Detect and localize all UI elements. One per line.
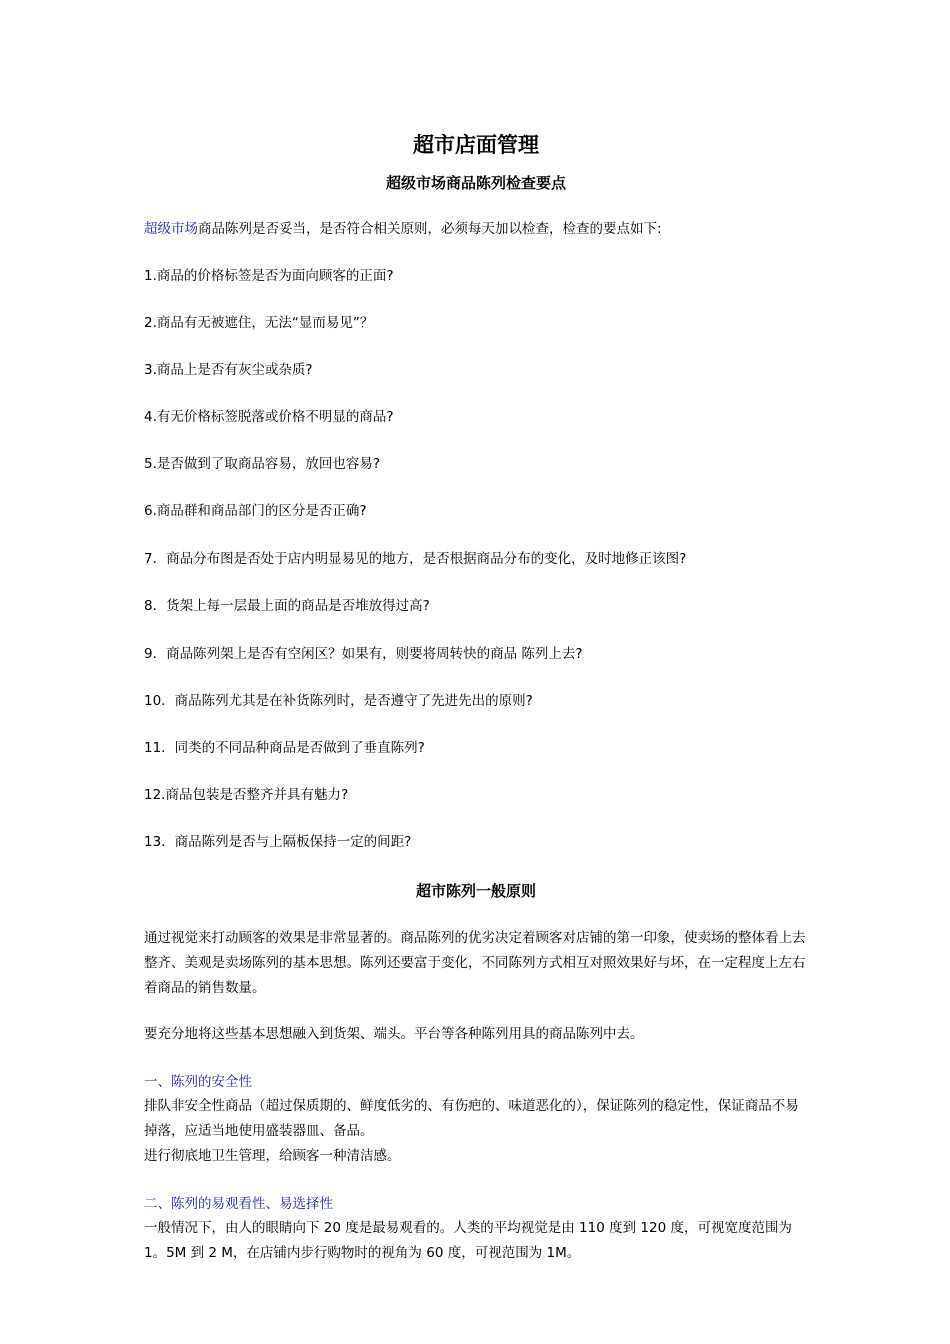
heading-visibility: 二、陈列的易观看性、易选择性	[144, 1196, 333, 1212]
check-item-2: 2.商品有无被遮住，无法“显而易见”？	[144, 315, 374, 331]
check-item-7: 7．商品分布图是否处于店内明显易见的地方，是否根据商品分布的变化，及时地修正该图?	[144, 551, 687, 567]
check-item-6: 6.商品群和商品部门的区分是否正确?	[144, 503, 367, 519]
check-item-10: 10．商品陈列尤其是在补货陈列时，是否遵守了先进先出的原则?	[144, 693, 533, 709]
check-item-11: 11．同类的不同品种商品是否做到了垂直陈列?	[144, 740, 425, 756]
check-item-5: 5.是否做到了取商品容易，放回也容易?	[144, 456, 381, 472]
check-item-9: 9．商品陈列架上是否有空闲区？如果有，则要将周转快的商品 陈列上去?	[144, 646, 583, 662]
intro-paragraph	[144, 218, 662, 240]
visibility-paragraph-1: 一般情况下，由人的眼睛向下 20 度是最易观看的。人类的平均视觉是由 110 度到 120 度，可视宽度范围为 1。5M 到 2 M，在店铺内步行购物时的视角为 60 度，可视范围为 1M。	[144, 1220, 792, 1261]
supermarket-link[interactable]: 超级市场	[144, 221, 198, 237]
check-item-1: 1.商品的价格标签是否为面向顾客的正面?	[144, 268, 394, 284]
check-item-3: 3.商品上是否有灰尘或杂质?	[144, 362, 313, 378]
page-title: 超市店面管理	[413, 133, 539, 157]
principles-paragraph-1: 通过视觉来打动顾客的效果是非常显著的。商品陈列的优劣决定着顾客对店铺的第一印象，使卖场的整体看上去整齐、美观是卖场陈列的基本思想。陈列还要富于变化，不同陈列方式相互对照效果好与坏，在一定程度上左右着商品的销售数量。	[144, 930, 806, 996]
check-item-8: 8．货架上每一层最上面的商品是否堆放得过高?	[144, 598, 430, 614]
safety-paragraph-2: 进行彻底地卫生管理，给顾客一种清洁感。	[144, 1148, 401, 1164]
page-subtitle: 超级市场商品陈列检查要点	[385, 174, 566, 192]
check-item-12: 12.商品包装是否整齐并具有魅力?	[144, 787, 349, 803]
check-item-4: 4.有无价格标签脱落或价格不明显的商品?	[144, 409, 394, 425]
safety-paragraph-1: 排队非安全性商品（超过保质期的、鲜度低劣的、有伤疤的、味道恶化的），保证陈列的稳定性，保证商品不易掉落，应适当地使用盛装器皿、备品。	[144, 1098, 799, 1139]
check-item-13: 13．商品陈列是否与上隔板保持一定的间距?	[144, 834, 412, 850]
heading-safety: 一、陈列的安全性	[144, 1074, 252, 1090]
principles-paragraph-2: 要充分地将这些基本思想融入到货架、端头。平台等各种陈列用具的商品陈列中去。	[144, 1026, 644, 1042]
section-heading-display-principles: 超市陈列一般原则	[415, 882, 536, 900]
intro-text: 商品陈列是否妥当，是否符合相关原则，必须每天加以检查，检查的要点如下:	[198, 221, 662, 237]
